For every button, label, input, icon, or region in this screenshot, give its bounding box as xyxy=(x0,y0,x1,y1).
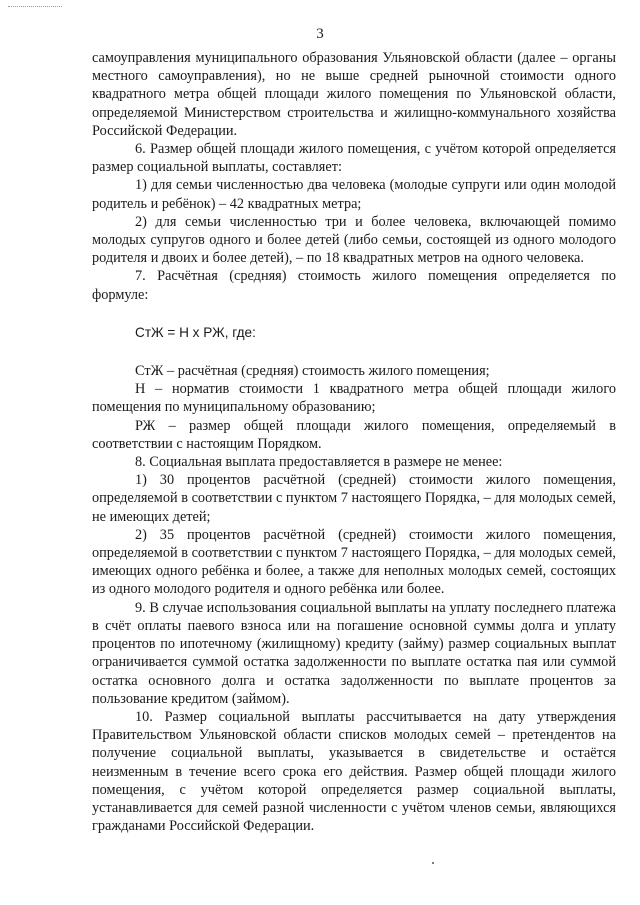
document-body xyxy=(92,49,616,835)
formula-definition-rzh: РЖ – размер общей площади жилого помещения, определяемый в соответствии с настоящим Порядком. xyxy=(92,417,616,452)
scan-artifact-mark xyxy=(8,6,62,9)
scan-speck xyxy=(432,862,434,864)
paragraph-item-6: 6. Размер общей площади жилого помещения, с учётом которой определяется размер социальной выплаты, составляет: xyxy=(92,141,616,176)
formula-definition-n: Н – норматив стоимости 1 квадратного метра общей площади жилого помещения по муниципальному образованию; xyxy=(92,381,616,416)
formula-definition-stzh: СтЖ – расчётная (средняя) стоимость жилого помещения; xyxy=(135,363,490,380)
page-number: 3 xyxy=(316,26,324,42)
paragraph-item-9: 9. В случае использования социальной выплаты на уплату последнего платежа в счёт оплаты паевого взноса или на погашение основной суммы долга и уплату процентов по ипотечному (жилищному) кредиту (займу) размер социальных выплат ограничивается суммой остатка задолженности по выплате остатка пая или суммой остатка основного долга и остатка задолженности по выплате процентов за пользование кредитом (займом). xyxy=(92,599,616,707)
paragraph-item-10: 10. Размер социальной выплаты рассчитывается на дату утверждения Правительством Ульяновской области списков молодых семей – претендентов на получение социальной выплаты, указывается в свидетельстве и остаётся неизменным в течение всего срока его действия. Размер общей площади жилого помещения, с учётом которой определяется размер социальной выплаты, устанавливается для семей разной численности с учётом членов семьи, являющихся гражданами Российской Федерации. xyxy=(92,708,616,835)
paragraph-item-8-1: 1) 30 процентов расчётной (средней) стоимости жилого помещения, определяемой в соответствии с пунктом 7 настоящего Порядка, – для молодых семей, не имеющих детей; xyxy=(92,472,616,525)
paragraph-item-6-2: 2) для семьи численностью три и более человека, включающей помимо молодых супругов одного и более детей (либо семьи, состоящей из одного молодого родителя и двоих и более детей), – по 18 квадратных метров на одного человека. xyxy=(92,213,616,267)
formula: СтЖ = Н х РЖ, где: xyxy=(135,324,256,340)
paragraph-item-8: 8. Социальная выплата предоставляется в размере не менее: xyxy=(135,454,503,471)
paragraph-item-8-2: 2) 35 процентов расчётной (средней) стоимости жилого помещения, определяемой в соответствии с пунктом 7 настоящего Порядка, – для молодых семей, имеющих одного ребёнка и более, а также для неполных молодых семей, состоящих из одного молодого родителя и одного ребёнка или более. xyxy=(92,526,616,598)
paragraph-continuation: самоуправления муниципального образования Ульяновской области (далее – органы местного самоуправления), но не выше средней рыночной стоимости одного квадратного метра общей площади жилого помещения по Ульяновской области, определяемой Министерством строительства и жилищно-коммунального хозяйства Российской Федерации. xyxy=(92,50,616,139)
paragraph-item-6-1: 1) для семьи численностью два человека (молодые супруги или один молодой родитель и ребёнок) – 42 квадратных метра; xyxy=(92,177,616,212)
paragraph-item-7: 7. Расчётная (средняя) стоимость жилого помещения определяется по формуле: xyxy=(92,268,616,303)
